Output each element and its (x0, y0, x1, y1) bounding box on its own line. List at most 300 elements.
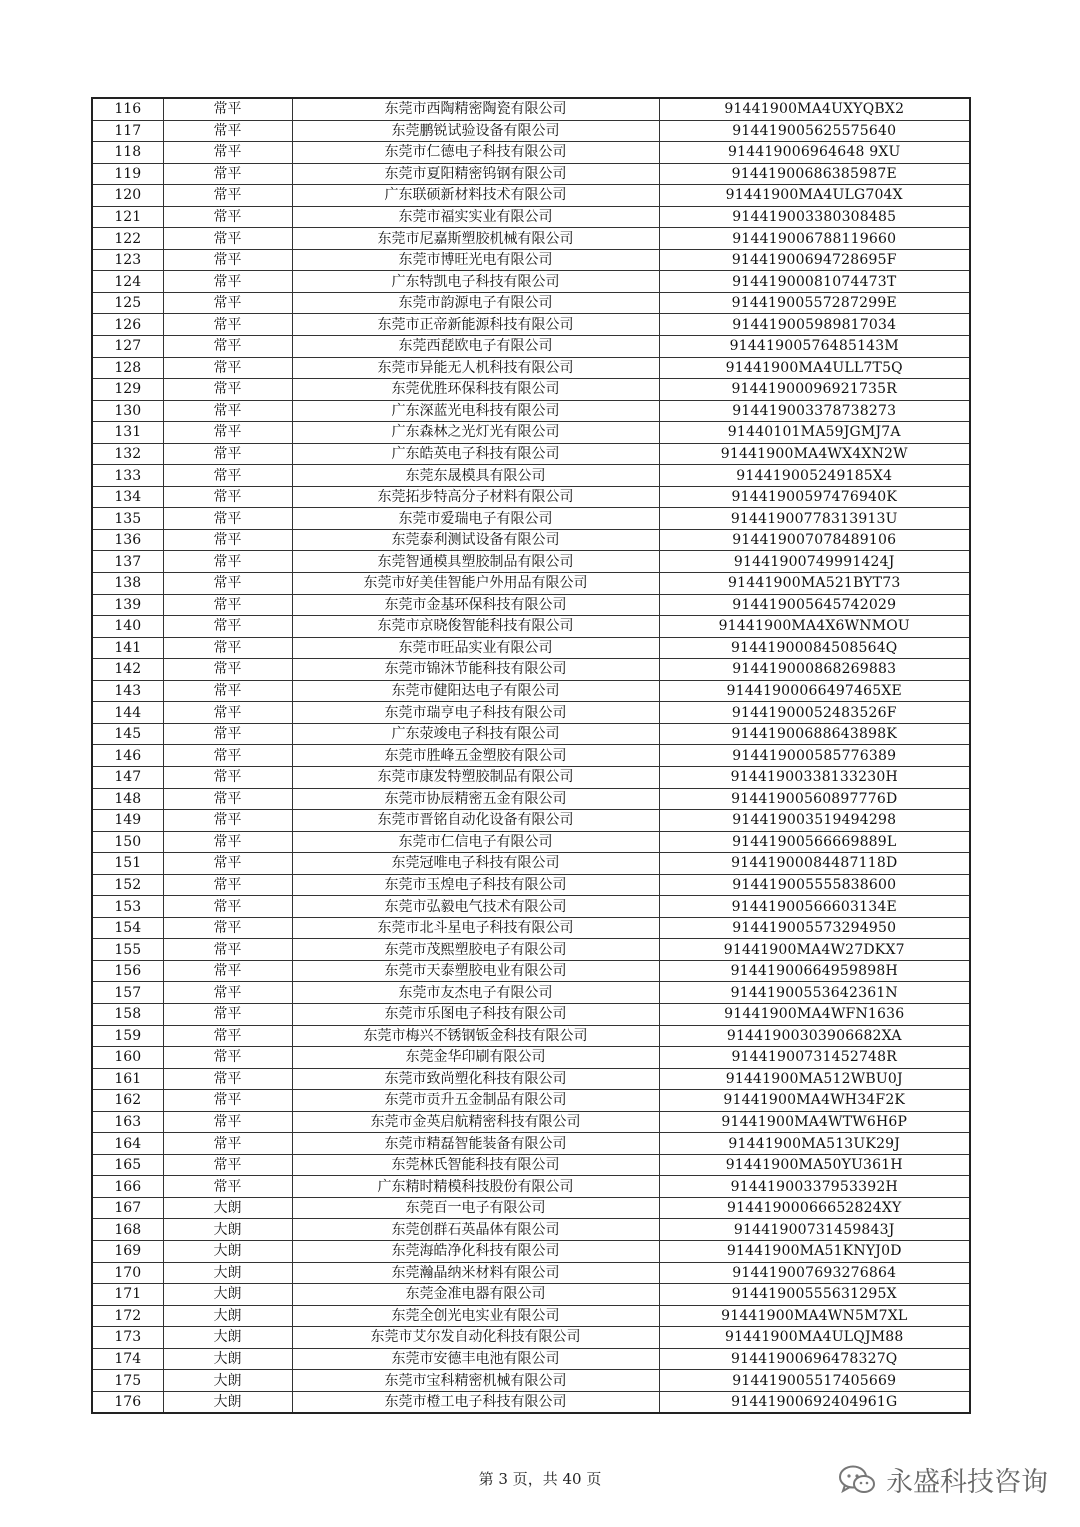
cell-town: 常平 (163, 314, 292, 336)
cell-number: 131 (92, 422, 163, 444)
table-row (92, 206, 970, 228)
table-row (92, 594, 970, 616)
cell-credit-code: 91441900MA512WBU0J (659, 1068, 970, 1090)
cell-number: 143 (92, 680, 163, 702)
cell-credit-code: 91441900303906682XA (659, 1025, 970, 1047)
cell-town: 常平 (163, 573, 292, 595)
cell-company-name: 东莞市玉煌电子科技有限公司 (292, 874, 659, 896)
cell-town: 常平 (163, 680, 292, 702)
cell-company-name: 东莞市贡升五金制品有限公司 (292, 1090, 659, 1112)
cell-town: 常平 (163, 1068, 292, 1090)
cell-credit-code: 91441900731452748R (659, 1047, 970, 1069)
cell-credit-code: 91441900694728695F (659, 249, 970, 271)
cell-number: 140 (92, 616, 163, 638)
table-row (92, 1240, 970, 1262)
cell-number: 168 (92, 1219, 163, 1241)
cell-number: 166 (92, 1176, 163, 1198)
cell-credit-code: 914419003378738273 (659, 400, 970, 422)
table-row (92, 1090, 970, 1112)
cell-town: 常平 (163, 120, 292, 142)
cell-town: 常平 (163, 185, 292, 207)
table-row (92, 508, 970, 530)
cell-number: 130 (92, 400, 163, 422)
cell-town: 常平 (163, 853, 292, 875)
table-row (92, 1111, 970, 1133)
cell-number: 167 (92, 1197, 163, 1219)
cell-credit-code: 91441900MA521BYT73 (659, 573, 970, 595)
cell-town: 常平 (163, 1176, 292, 1198)
cell-number: 137 (92, 551, 163, 573)
cell-credit-code: 91441900664959898H (659, 960, 970, 982)
table-row (92, 1047, 970, 1069)
cell-credit-code: 91441900576485143M (659, 336, 970, 358)
cell-company-name: 东莞市乐图电子科技有限公司 (292, 1003, 659, 1025)
cell-credit-code: 91441900MA4WX4XN2W (659, 443, 970, 465)
cell-credit-code: 914419003380308485 (659, 206, 970, 228)
cell-company-name: 东莞鹏锐试验设备有限公司 (292, 120, 659, 142)
cell-company-name: 东莞市胜峰五金塑胶有限公司 (292, 745, 659, 767)
cell-number: 141 (92, 637, 163, 659)
cell-credit-code: 91441900MA4WN5M7XL (659, 1305, 970, 1327)
cell-town: 常平 (163, 702, 292, 724)
cell-number: 123 (92, 249, 163, 271)
cell-company-name: 广东深蓝光电科技有限公司 (292, 400, 659, 422)
table-row (92, 486, 970, 508)
cell-town: 大朗 (163, 1305, 292, 1327)
cell-number: 164 (92, 1133, 163, 1155)
cell-number: 159 (92, 1025, 163, 1047)
cell-credit-code: 91441900566669889L (659, 831, 970, 853)
cell-town: 常平 (163, 1133, 292, 1155)
cell-number: 156 (92, 960, 163, 982)
cell-town: 大朗 (163, 1240, 292, 1262)
cell-company-name: 广东联硕新材料技术有限公司 (292, 185, 659, 207)
cell-number: 153 (92, 896, 163, 918)
table-row (92, 228, 970, 250)
table-row (92, 637, 970, 659)
cell-town: 常平 (163, 1154, 292, 1176)
cell-company-name: 东莞市瑞亨电子科技有限公司 (292, 702, 659, 724)
cell-town: 常平 (163, 400, 292, 422)
table-row (92, 185, 970, 207)
cell-town: 常平 (163, 788, 292, 810)
table-row (92, 702, 970, 724)
table-row (92, 1370, 970, 1392)
table-row (92, 917, 970, 939)
cell-company-name: 东莞市锦沐节能科技有限公司 (292, 659, 659, 681)
cell-number: 117 (92, 120, 163, 142)
cell-town: 大朗 (163, 1262, 292, 1284)
cell-company-name: 东莞冠唯电子科技有限公司 (292, 853, 659, 875)
cell-credit-code: 914419000585776389 (659, 745, 970, 767)
cell-town: 常平 (163, 874, 292, 896)
cell-company-name: 东莞全创光电实业有限公司 (292, 1305, 659, 1327)
cell-credit-code: 914419005555838600 (659, 874, 970, 896)
table-row (92, 529, 970, 551)
cell-company-name: 东莞瀚晶纳米材料有限公司 (292, 1262, 659, 1284)
cell-number: 149 (92, 810, 163, 832)
cell-company-name: 东莞林氏智能科技有限公司 (292, 1154, 659, 1176)
cell-company-name: 东莞市西陶精密陶瓷有限公司 (292, 98, 659, 120)
cell-company-name: 东莞优胜环保科技有限公司 (292, 379, 659, 401)
cell-company-name: 东莞市北斗星电子科技有限公司 (292, 917, 659, 939)
cell-company-name: 东莞市梅兴不锈钢钣金科技有限公司 (292, 1025, 659, 1047)
table-row (92, 874, 970, 896)
page-footer: 第 3 页，共 40 页 (478, 1470, 602, 1488)
cell-number: 122 (92, 228, 163, 250)
cell-company-name: 东莞市橙工电子科技有限公司 (292, 1391, 659, 1413)
cell-company-name: 东莞市博旺光电有限公司 (292, 249, 659, 271)
cell-credit-code: 91441900696478327Q (659, 1348, 970, 1370)
cell-credit-code: 91441900778313913U (659, 508, 970, 530)
cell-number: 129 (92, 379, 163, 401)
table-row (92, 1068, 970, 1090)
cell-credit-code: 91441900084508564Q (659, 637, 970, 659)
cell-town: 大朗 (163, 1219, 292, 1241)
cell-company-name: 东莞海皓净化科技有限公司 (292, 1240, 659, 1262)
cell-credit-code: 914419005249185X4 (659, 465, 970, 487)
table-row (92, 1391, 970, 1413)
cell-number: 136 (92, 529, 163, 551)
cell-town: 常平 (163, 723, 292, 745)
cell-company-name: 东莞市晋铭自动化设备有限公司 (292, 810, 659, 832)
company-list-table (91, 97, 971, 1414)
cell-credit-code: 91441900MA4WTW6H6P (659, 1111, 970, 1133)
cell-company-name: 东莞市正帝新能源科技有限公司 (292, 314, 659, 336)
table-row (92, 1133, 970, 1155)
cell-number: 172 (92, 1305, 163, 1327)
cell-number: 146 (92, 745, 163, 767)
cell-credit-code: 914419007078489106 (659, 529, 970, 551)
table-row (92, 1284, 970, 1306)
cell-credit-code: 91441900MA51KNYJ0D (659, 1240, 970, 1262)
company-list-table-container (91, 97, 969, 1414)
cell-company-name: 东莞市金英启航精密科技有限公司 (292, 1111, 659, 1133)
cell-number: 139 (92, 594, 163, 616)
table-row (92, 120, 970, 142)
cell-number: 160 (92, 1047, 163, 1069)
table-row (92, 1219, 970, 1241)
cell-number: 161 (92, 1068, 163, 1090)
cell-credit-code: 91441900MA4ULL7T5Q (659, 357, 970, 379)
cell-credit-code: 914419003519494298 (659, 810, 970, 832)
cell-number: 145 (92, 723, 163, 745)
cell-credit-code: 914419006964648 9XU (659, 142, 970, 164)
cell-town: 常平 (163, 659, 292, 681)
cell-number: 144 (92, 702, 163, 724)
cell-credit-code: 91441900692404961G (659, 1391, 970, 1413)
cell-town: 常平 (163, 896, 292, 918)
cell-credit-code: 91441900081074473T (659, 271, 970, 293)
cell-credit-code: 91441900560897776D (659, 788, 970, 810)
table-row (92, 659, 970, 681)
cell-company-name: 广东森林之光灯光有限公司 (292, 422, 659, 444)
cell-company-name: 东莞市福实实业有限公司 (292, 206, 659, 228)
table-row (92, 723, 970, 745)
cell-number: 152 (92, 874, 163, 896)
cell-credit-code: 91441900052483526F (659, 702, 970, 724)
cell-company-name: 东莞市尼嘉斯塑胶机械有限公司 (292, 228, 659, 250)
cell-company-name: 东莞市韵源电子有限公司 (292, 292, 659, 314)
cell-company-name: 东莞市致尚塑化科技有限公司 (292, 1068, 659, 1090)
cell-credit-code: 91441900686385987E (659, 163, 970, 185)
cell-number: 125 (92, 292, 163, 314)
table-row (92, 939, 970, 961)
cell-town: 常平 (163, 228, 292, 250)
cell-number: 126 (92, 314, 163, 336)
table-row (92, 142, 970, 164)
table-row (92, 400, 970, 422)
cell-town: 常平 (163, 142, 292, 164)
cell-company-name: 东莞智通模具塑胶制品有限公司 (292, 551, 659, 573)
cell-number: 142 (92, 659, 163, 681)
cell-credit-code: 91441900338133230H (659, 766, 970, 788)
cell-town: 常平 (163, 831, 292, 853)
watermark (838, 1460, 1048, 1499)
table-row (92, 831, 970, 853)
cell-town: 常平 (163, 1047, 292, 1069)
cell-company-name: 东莞市弘毅电气技术有限公司 (292, 896, 659, 918)
cell-credit-code: 91441900555631295X (659, 1284, 970, 1306)
cell-town: 常平 (163, 206, 292, 228)
cell-town: 常平 (163, 486, 292, 508)
table-row (92, 551, 970, 573)
table-row (92, 1348, 970, 1370)
cell-town: 常平 (163, 98, 292, 120)
cell-credit-code: 914419005625575640 (659, 120, 970, 142)
cell-town: 常平 (163, 379, 292, 401)
cell-company-name: 东莞市京晓俊智能科技有限公司 (292, 616, 659, 638)
cell-credit-code: 914419005517405669 (659, 1370, 970, 1392)
cell-number: 163 (92, 1111, 163, 1133)
cell-town: 大朗 (163, 1284, 292, 1306)
cell-company-name: 东莞东晟模具有限公司 (292, 465, 659, 487)
cell-town: 常平 (163, 917, 292, 939)
cell-credit-code: 91441900096921735R (659, 379, 970, 401)
cell-number: 116 (92, 98, 163, 120)
cell-town: 大朗 (163, 1391, 292, 1413)
cell-credit-code: 91441900MA4W27DKX7 (659, 939, 970, 961)
cell-number: 135 (92, 508, 163, 530)
cell-town: 常平 (163, 1090, 292, 1112)
watermark-text: 永盛科技咨询 (886, 1467, 1048, 1498)
table-row (92, 810, 970, 832)
cell-credit-code: 91441900749991424J (659, 551, 970, 573)
cell-number: 171 (92, 1284, 163, 1306)
cell-credit-code: 91441900084487118D (659, 853, 970, 875)
cell-company-name: 广东荥竣电子科技有限公司 (292, 723, 659, 745)
cell-number: 154 (92, 917, 163, 939)
table-row (92, 896, 970, 918)
cell-company-name: 东莞市仁德电子科技有限公司 (292, 142, 659, 164)
table-row (92, 680, 970, 702)
cell-credit-code: 91441900MA4WH34F2K (659, 1090, 970, 1112)
cell-town: 常平 (163, 1025, 292, 1047)
table-row (92, 745, 970, 767)
cell-credit-code: 91441900731459843J (659, 1219, 970, 1241)
cell-number: 147 (92, 766, 163, 788)
table-row (92, 422, 970, 444)
cell-town: 常平 (163, 443, 292, 465)
cell-town: 常平 (163, 163, 292, 185)
table-row (92, 982, 970, 1004)
cell-company-name: 东莞市仁信电子有限公司 (292, 831, 659, 853)
cell-credit-code: 91441900337953392H (659, 1176, 970, 1198)
table-row (92, 249, 970, 271)
cell-town: 大朗 (163, 1370, 292, 1392)
table-row (92, 616, 970, 638)
cell-credit-code: 91441900MA4ULG704X (659, 185, 970, 207)
cell-company-name: 东莞金华印刷有限公司 (292, 1047, 659, 1069)
cell-company-name: 东莞市天泰塑胶电业有限公司 (292, 960, 659, 982)
cell-credit-code: 91441900688643898K (659, 723, 970, 745)
cell-number: 165 (92, 1154, 163, 1176)
cell-town: 大朗 (163, 1327, 292, 1349)
cell-credit-code: 91440101MA59JGMJ7A (659, 422, 970, 444)
cell-town: 常平 (163, 616, 292, 638)
cell-credit-code: 91441900MA4UXYQBX2 (659, 98, 970, 120)
cell-company-name: 东莞创群石英晶体有限公司 (292, 1219, 659, 1241)
table-row (92, 357, 970, 379)
cell-credit-code: 91441900066652824XY (659, 1197, 970, 1219)
table-body (92, 98, 970, 1413)
cell-company-name: 东莞市协辰精密五金有限公司 (292, 788, 659, 810)
cell-credit-code: 91441900MA4ULQJM88 (659, 1327, 970, 1349)
cell-company-name: 东莞市健阳达电子有限公司 (292, 680, 659, 702)
table-row (92, 314, 970, 336)
cell-town: 常平 (163, 292, 292, 314)
cell-number: 157 (92, 982, 163, 1004)
cell-credit-code: 91441900MA50YU361H (659, 1154, 970, 1176)
table-row (92, 443, 970, 465)
cell-credit-code: 91441900066497465XE (659, 680, 970, 702)
table-row (92, 1154, 970, 1176)
table-row (92, 788, 970, 810)
cell-town: 常平 (163, 745, 292, 767)
cell-town: 常平 (163, 939, 292, 961)
cell-company-name: 东莞百一电子有限公司 (292, 1197, 659, 1219)
cell-town: 常平 (163, 960, 292, 982)
cell-number: 170 (92, 1262, 163, 1284)
cell-company-name: 东莞市旺品实业有限公司 (292, 637, 659, 659)
cell-company-name: 东莞市精磊智能装备有限公司 (292, 1133, 659, 1155)
cell-company-name: 东莞拓步特高分子材料有限公司 (292, 486, 659, 508)
cell-number: 176 (92, 1391, 163, 1413)
cell-company-name: 东莞市宝科精密机械有限公司 (292, 1370, 659, 1392)
cell-number: 175 (92, 1370, 163, 1392)
table-row (92, 1003, 970, 1025)
cell-town: 大朗 (163, 1197, 292, 1219)
cell-number: 128 (92, 357, 163, 379)
cell-number: 150 (92, 831, 163, 853)
cell-company-name: 东莞市安德丰电池有限公司 (292, 1348, 659, 1370)
table-row (92, 1262, 970, 1284)
table-row (92, 1197, 970, 1219)
cell-company-name: 东莞市好美佳智能户外用品有限公司 (292, 573, 659, 595)
cell-company-name: 东莞市金基环保科技有限公司 (292, 594, 659, 616)
cell-company-name: 东莞市爱瑞电子有限公司 (292, 508, 659, 530)
cell-company-name: 东莞市异能无人机科技有限公司 (292, 357, 659, 379)
cell-company-name: 东莞市友杰电子有限公司 (292, 982, 659, 1004)
cell-town: 常平 (163, 422, 292, 444)
cell-town: 常平 (163, 1111, 292, 1133)
cell-number: 120 (92, 185, 163, 207)
table-row (92, 379, 970, 401)
table-row (92, 573, 970, 595)
table-row (92, 1176, 970, 1198)
cell-number: 134 (92, 486, 163, 508)
table-row (92, 271, 970, 293)
cell-number: 158 (92, 1003, 163, 1025)
cell-number: 121 (92, 206, 163, 228)
cell-credit-code: 91441900557287299E (659, 292, 970, 314)
cell-town: 常平 (163, 637, 292, 659)
cell-town: 常平 (163, 508, 292, 530)
cell-town: 常平 (163, 249, 292, 271)
cell-company-name: 东莞市茂熙塑胶电子有限公司 (292, 939, 659, 961)
cell-credit-code: 914419000868269883 (659, 659, 970, 681)
cell-company-name: 东莞西琵欧电子有限公司 (292, 336, 659, 358)
cell-number: 169 (92, 1240, 163, 1262)
table-row (92, 766, 970, 788)
cell-credit-code: 914419007693276864 (659, 1262, 970, 1284)
cell-company-name: 广东精时精模科技股份有限公司 (292, 1176, 659, 1198)
cell-number: 127 (92, 336, 163, 358)
cell-number: 124 (92, 271, 163, 293)
cell-credit-code: 914419005989817034 (659, 314, 970, 336)
cell-credit-code: 914419006788119660 (659, 228, 970, 250)
table-row (92, 1025, 970, 1047)
cell-credit-code: 914419005573294950 (659, 917, 970, 939)
cell-number: 155 (92, 939, 163, 961)
cell-company-name: 东莞泰利测试设备有限公司 (292, 529, 659, 551)
cell-credit-code: 91441900MA513UK29J (659, 1133, 970, 1155)
table-row (92, 98, 970, 120)
cell-number: 151 (92, 853, 163, 875)
table-row (92, 336, 970, 358)
cell-town: 常平 (163, 594, 292, 616)
cell-town: 大朗 (163, 1348, 292, 1370)
cell-credit-code: 91441900MA4WFN1636 (659, 1003, 970, 1025)
cell-town: 常平 (163, 551, 292, 573)
cell-number: 119 (92, 163, 163, 185)
cell-town: 常平 (163, 810, 292, 832)
cell-town: 常平 (163, 982, 292, 1004)
cell-number: 133 (92, 465, 163, 487)
cell-town: 常平 (163, 529, 292, 551)
cell-credit-code: 91441900MA4X6WNMOU (659, 616, 970, 638)
cell-credit-code: 91441900597476940K (659, 486, 970, 508)
cell-town: 常平 (163, 357, 292, 379)
table-row (92, 1305, 970, 1327)
cell-company-name: 东莞市夏阳精密钨钢有限公司 (292, 163, 659, 185)
cell-company-name: 东莞金准电器有限公司 (292, 1284, 659, 1306)
cell-number: 118 (92, 142, 163, 164)
cell-town: 常平 (163, 1003, 292, 1025)
cell-town: 常平 (163, 336, 292, 358)
cell-town: 常平 (163, 465, 292, 487)
cell-number: 174 (92, 1348, 163, 1370)
table-row (92, 163, 970, 185)
table-row (92, 1327, 970, 1349)
cell-number: 162 (92, 1090, 163, 1112)
cell-number: 148 (92, 788, 163, 810)
cell-company-name: 广东特凯电子科技有限公司 (292, 271, 659, 293)
cell-credit-code: 91441900566603134E (659, 896, 970, 918)
cell-town: 常平 (163, 271, 292, 293)
cell-company-name: 东莞市康发特塑胶制品有限公司 (292, 766, 659, 788)
table-row (92, 465, 970, 487)
